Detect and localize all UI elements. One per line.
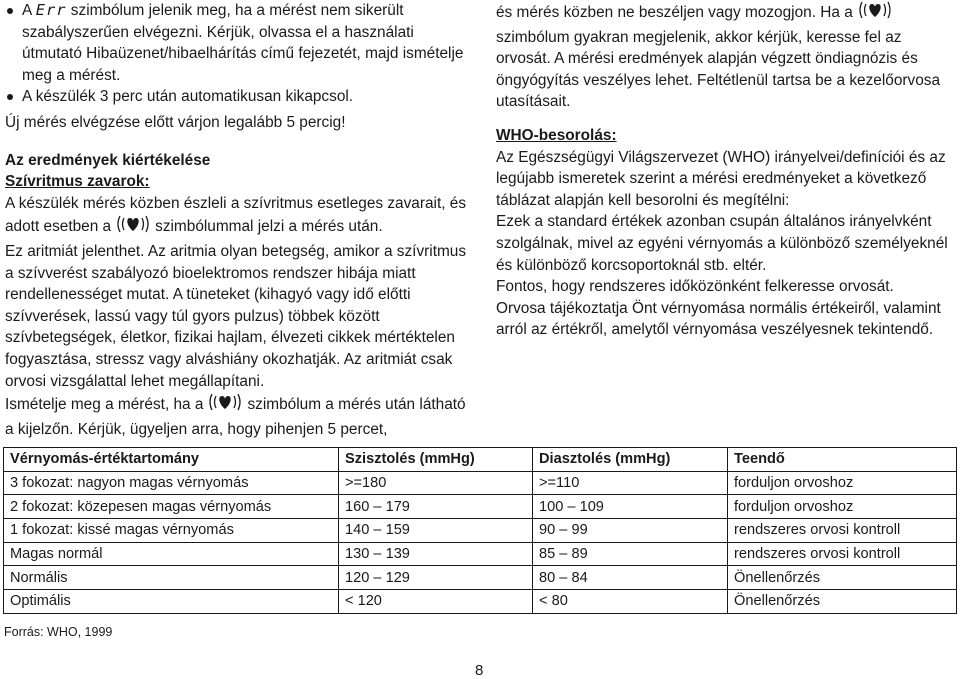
para3-pre: Ismételje meg a mérést, ha a <box>5 396 204 414</box>
cell-action: forduljon orvoshoz <box>728 495 957 519</box>
page-number: 8 <box>475 662 484 679</box>
cell-systolic: < 120 <box>339 590 533 614</box>
header-diastolic: Diasztolés (mmHg) <box>533 448 728 472</box>
right-para1-post: szimbólum gyakran megjelenik, akkor kérjük, keresse fel az orvosát. A mérési eredmények alapján végzett öndiagnózis és öngyógyítás veszélyes lehet. Feltétlenül tartsa be a kezelőorvosa utasításait. <box>496 28 941 111</box>
cell-range: Magas normál <box>4 542 339 566</box>
heart-arrhythmia-icon <box>113 214 153 241</box>
cell-action: Önellenőrzés <box>728 566 957 590</box>
bullet1-prefix: A <box>22 2 32 19</box>
right-para1-pre: és mérés közben ne beszéljen vagy mozogjon. Ha a <box>496 4 853 21</box>
header-action: Teendő <box>728 448 957 472</box>
table-row <box>4 495 957 519</box>
who-para-4: Orvosa tájékoztatja Önt vérnyomása normális értékeiről, valamint arról az értékről, amelytől vérnyomása veszélyesnek tekintendő. <box>496 299 941 339</box>
cell-action: rendszeres orvosi kontroll <box>728 519 957 543</box>
bullet-auto-off <box>5 86 475 108</box>
cell-diastolic: 90 – 99 <box>533 519 728 543</box>
cell-diastolic: < 80 <box>533 590 728 614</box>
cell-diastolic: >=110 <box>533 471 728 495</box>
right-column <box>496 0 956 341</box>
who-para-3: Fontos, hogy rendszeres időközönként felkeresse orvosát. <box>496 278 894 296</box>
arrhythmia-para-1 <box>5 193 475 241</box>
cell-diastolic: 85 – 89 <box>533 542 728 566</box>
bullet1-text: szimbólum jelenik meg, ha a mérést nem sikerült szabályszerűen elvégezni. Kérjük, olvassa el a használati útmutató Hibaüzenet/hibaelhárítás című fejezetét, majd ismételje meg a mérést. <box>22 2 464 84</box>
cell-action: rendszeres orvosi kontroll <box>728 542 957 566</box>
heart-arrhythmia-icon <box>205 392 245 419</box>
cell-diastolic: 80 – 84 <box>533 566 728 590</box>
who-para-1: Az Egészségügyi Világszervezet (WHO) irányelvei/definíciói és az legújabb ismeretek szerint a mérési eredményeket a következő táblázat alapján kell besorolni és megítélni: <box>496 148 946 209</box>
err-symbol: Err <box>35 1 67 19</box>
subsection-title: Szívritmus zavarok: <box>5 173 150 191</box>
cell-systolic: 130 – 139 <box>339 542 533 566</box>
source-note: Forrás: WHO, 1999 <box>4 625 113 639</box>
wait-note: Új mérés elvégzése előtt várjon legalább 5 percig! <box>5 113 346 131</box>
table-row <box>4 519 957 543</box>
cell-range: Normális <box>4 566 339 590</box>
cell-systolic: 120 – 129 <box>339 566 533 590</box>
para1-post: szimbólummal jelzi a mérés után. <box>155 218 383 236</box>
blood-pressure-table <box>3 447 957 614</box>
arrhythmia-para-3 <box>5 392 475 440</box>
left-column <box>5 0 475 440</box>
bullet-err <box>5 0 475 86</box>
table-header-row <box>4 448 957 472</box>
header-range: Vérnyomás-értéktartomány <box>4 448 339 472</box>
table-row <box>4 590 957 614</box>
para3-post: szimbólum a mérés után látható a kijelzőn. Kérjük, ügyeljen arra, hogy pihenjen 5 percet, <box>5 396 466 438</box>
cell-range: 3 fokozat: nagyon magas vérnyomás <box>4 471 339 495</box>
cell-range: 1 fokozat: kissé magas vérnyomás <box>4 519 339 543</box>
cell-systolic: 160 – 179 <box>339 495 533 519</box>
cell-range: 2 fokozat: közepesen magas vérnyomás <box>4 495 339 519</box>
table-row <box>4 542 957 566</box>
right-para-1 <box>496 0 956 113</box>
who-para-2: Ezek a standard értékek azonban csupán általános irányelvként szolgálnak, mivel az egyéni vérnyomás a különböző személyeknél és különböző korcsoportoknál stb. eltér. <box>496 213 948 274</box>
cell-action: Önellenőrzés <box>728 590 957 614</box>
cell-systolic: >=180 <box>339 471 533 495</box>
who-title: WHO-besorolás: <box>496 126 617 144</box>
section-title: Az eredmények kiértékelése <box>5 151 211 169</box>
arrhythmia-para-2: Ez aritmiát jelenthet. Az aritmia olyan betegség, amikor a szívritmus a szívverést szabályozó bioelektromos rendszer hibája miatt rendellenességet mutat. A tüneteket (kihagyó vagy idő előtti szívverések, lassú vagy túl gyors pulzus) többek között szívbetegségek, életkor, fizikai hajlam, élvezeti cikkek mértéktelen fogyasztása, stressz vagy alváshiány okozhatják. Az aritmiát csak orvosi vizsgálattal lehet megállapítani. <box>5 242 467 390</box>
table-row <box>4 566 957 590</box>
cell-action: forduljon orvoshoz <box>728 471 957 495</box>
cell-systolic: 140 – 159 <box>339 519 533 543</box>
bullet2-text: A készülék 3 perc után automatikusan kikapcsol. <box>22 88 354 106</box>
table-row <box>4 471 957 495</box>
header-systolic: Szisztolés (mmHg) <box>339 448 533 472</box>
heart-arrhythmia-icon <box>855 0 895 27</box>
cell-range: Optimális <box>4 590 339 614</box>
para1-pre: A készülék mérés közben észleli a szívritmus esetleges zavarait, és adott esetben a <box>5 194 467 236</box>
cell-diastolic: 100 – 109 <box>533 495 728 519</box>
